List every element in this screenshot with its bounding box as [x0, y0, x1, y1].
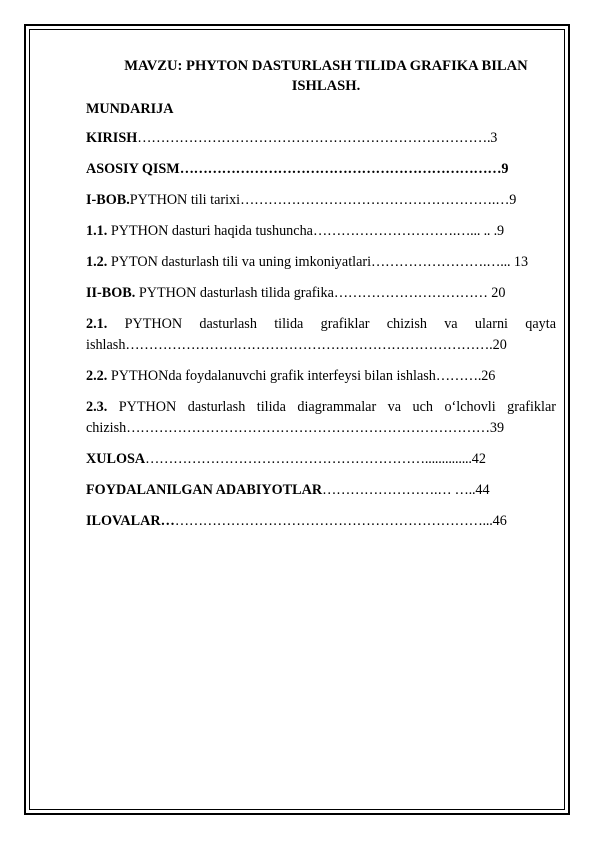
toc-entry-label: KIRISH	[86, 130, 138, 146]
toc-leader: …………………….…...	[371, 254, 511, 270]
toc-page-number: 44	[475, 482, 490, 498]
toc-entry-2-2[interactable]	[86, 366, 556, 387]
toc-entry-1-1[interactable]	[86, 221, 556, 242]
toc-entry-label: 2.1.	[86, 316, 108, 332]
toc-entry-text: PYTHON dasturlash tilida diagrammalar va uch o‘lchovli grafiklar chizish	[86, 399, 556, 436]
toc-page-number: 20	[491, 285, 506, 301]
toc-page-number: .20	[489, 337, 507, 353]
toc-page-number: 9	[509, 192, 517, 208]
toc-leader: …………………….… …..	[322, 482, 476, 498]
toc-page-number: 13	[513, 254, 529, 270]
toc-entry-i-bob[interactable]	[86, 190, 556, 211]
toc-page-number: 26	[481, 368, 496, 384]
toc-page-number: 3	[490, 130, 498, 146]
toc-leader: ……………………………………………………………………	[125, 337, 490, 353]
toc-entry-text: PYTHONda foydalanuvchi grafik interfeysi bilan ishlash	[107, 368, 436, 384]
toc-entry-2-1[interactable]	[86, 314, 556, 356]
toc-entry-text: PYTHON dasturlash tilida grafika	[135, 285, 334, 301]
document-title: MAVZU: PHYTON DASTURLASH TILIDA GRAFIKA BILAN ISHLASH.	[124, 58, 528, 94]
table-of-contents	[86, 56, 556, 542]
toc-entry-xulosa[interactable]	[86, 449, 556, 470]
toc-leader: ……………………………………………….…	[240, 192, 510, 208]
toc-page-number: 9	[496, 223, 505, 239]
toc-page-number: 9	[501, 161, 509, 177]
toc-entry-asosiy-qism[interactable]	[86, 159, 556, 180]
toc-page-number: 39	[489, 420, 505, 436]
toc-entry-text: PYTON dasturlash tili va uning imkoniyatlari	[107, 254, 372, 270]
toc-page-number: 46	[492, 513, 507, 529]
toc-entry-ilovalar[interactable]	[86, 511, 556, 532]
toc-entry-1-2[interactable]	[86, 252, 556, 273]
toc-entry-label: ASOSIY QISM	[86, 161, 180, 177]
toc-entry-adabiyotlar[interactable]	[86, 480, 556, 501]
toc-heading: MUNDARIJA	[86, 101, 174, 117]
toc-page-number: 42	[471, 451, 486, 467]
toc-entry-label: ILOVALAR…	[86, 513, 175, 529]
toc-entry-label: I-BOB.	[86, 192, 130, 208]
toc-entry-text: PYTHON tili tarixi	[129, 192, 241, 208]
toc-leader: ……….	[435, 368, 482, 384]
toc-entry-2-3[interactable]	[86, 397, 556, 439]
toc-entry-kirish[interactable]	[86, 128, 556, 149]
toc-entry-label: 1.2.	[86, 254, 108, 270]
toc-leader: ……………………………………………………………………	[126, 420, 490, 436]
toc-entry-ii-bob[interactable]	[86, 283, 556, 304]
toc-leader: ……………………………	[333, 285, 488, 301]
toc-entry-text: PYTHON dasturi haqida tushuncha	[107, 223, 313, 239]
toc-leader: ………………………………………………………………….	[137, 130, 491, 146]
toc-entry-label: 2.3.	[86, 399, 108, 415]
toc-entry-label: 1.1.	[86, 223, 108, 239]
toc-leader: ……………………………………………………………	[179, 161, 502, 177]
toc-entry-label: 2.2.	[86, 368, 108, 384]
toc-entry-label: XULOSA	[86, 451, 146, 467]
toc-leader: ……………………………………………………..............	[145, 451, 472, 467]
toc-entry-label: FOYDALANILGAN ADABIYOTLAR	[86, 482, 323, 498]
toc-entry-text: PYTHON dasturlash tilida grafiklar chizish va ularni qayta ishlash	[86, 316, 556, 353]
toc-entry-label: II-BOB.	[86, 285, 136, 301]
toc-leader: ………………………….…... .. .	[312, 223, 497, 239]
toc-leader: …………………………………………………………...	[174, 513, 493, 529]
